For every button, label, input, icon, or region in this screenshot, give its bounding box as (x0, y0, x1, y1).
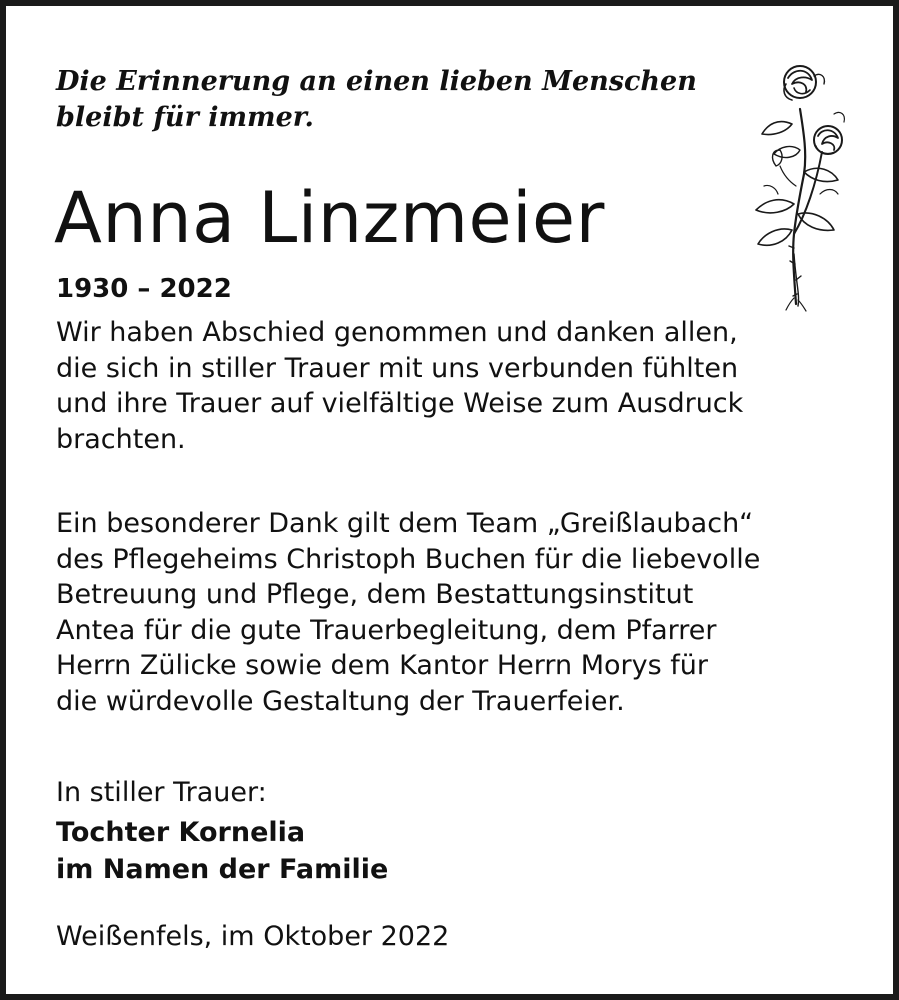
mourning-intro: In stiller Trauer: (56, 777, 267, 808)
paragraph-line: Wir haben Abschied genommen und danken allen, (56, 317, 738, 348)
deceased-name: Anna Linzmeier (54, 177, 605, 259)
paragraph-line: des Pflegeheims Christoph Buchen für die liebevolle (56, 543, 761, 575)
paragraph-line: und ihre Trauer auf vielfältige Weise zum Ausdruck (56, 388, 744, 419)
motto-line: Die Erinnerung an einen lieben Menschen (56, 66, 697, 97)
special-thanks-paragraph (56, 506, 760, 719)
paragraph-line: Antea für die gute Trauerbegleitung, dem Pfarrer (56, 614, 717, 646)
motto-line: bleibt für immer. (56, 102, 314, 133)
paragraph-line: die würdevolle Gestaltung der Trauerfeier. (56, 685, 625, 717)
mourners (56, 814, 388, 888)
rose-illustration-icon (734, 54, 862, 312)
motto (56, 64, 697, 136)
place-date: Weißenfels, im Oktober 2022 (56, 921, 450, 952)
mourner-line: Tochter Kornelia (56, 817, 306, 848)
thanks-paragraph (56, 315, 743, 457)
paragraph-line: die sich in stiller Trauer mit uns verbunden fühlten (56, 352, 739, 384)
paragraph-line: Ein besonderer Dank gilt dem Team „Greißlaubach“ (56, 508, 754, 539)
paragraph-line: Herrn Zülicke sowie dem Kantor Herrn Morys für (56, 650, 708, 681)
paragraph-line: brachten. (56, 423, 186, 455)
paragraph-line: Betreuung und Pflege, dem Bestattungsinstitut (56, 579, 694, 610)
mourner-line: im Namen der Familie (56, 854, 389, 885)
life-years: 1930 – 2022 (56, 274, 232, 304)
